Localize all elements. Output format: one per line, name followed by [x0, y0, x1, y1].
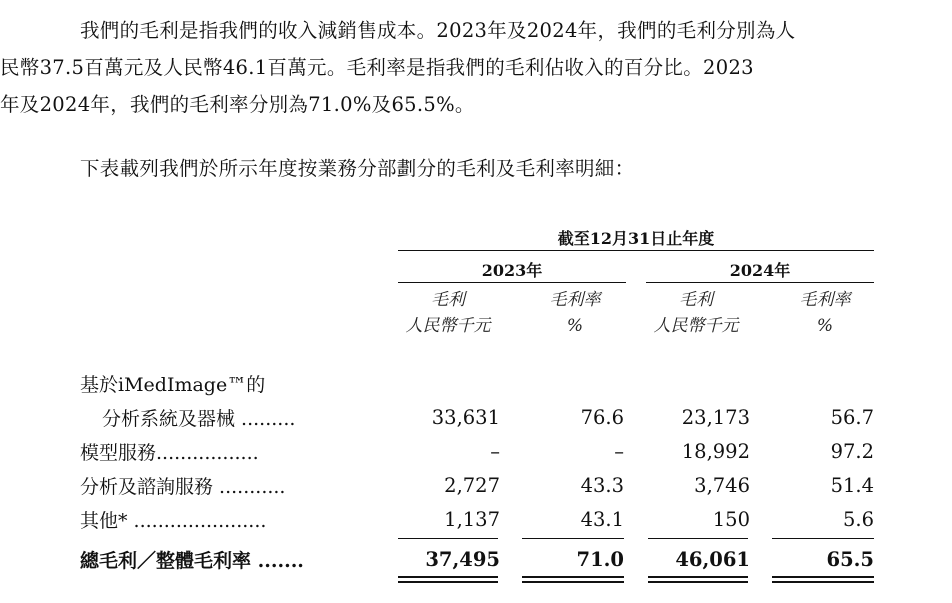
- subtotal-rule: [398, 538, 498, 539]
- row-label-line1: 基於iMedImage™的: [80, 374, 266, 396]
- period-header-rule: [398, 250, 874, 251]
- year-2023-header: 2023年: [481, 261, 543, 280]
- total-double-rule: [648, 576, 748, 583]
- cell-gp-2023: 2,727: [444, 474, 500, 497]
- cell-gp-2023: –: [490, 440, 500, 463]
- total-double-rule: [398, 576, 498, 583]
- subtotal-rule: [648, 538, 748, 539]
- cell-gm-2023: 76.6: [580, 406, 624, 429]
- cell-gp-2024: 3,746: [694, 474, 750, 497]
- intro-paragraph: [0, 12, 880, 123]
- year-2024-rule: [646, 282, 874, 283]
- row-label: 分析及諮詢服務 ...........: [80, 476, 286, 498]
- intro-line-3: 年及2024年，我們的毛利率分別為71.0%及65.5%。: [0, 93, 475, 116]
- period-header: 截至12月31日止年度: [557, 229, 715, 248]
- total-double-rule: [522, 576, 624, 583]
- cell-gm-2024: 5.6: [842, 508, 874, 531]
- intro-line-2: 民幣37.5百萬元及人民幣46.1百萬元。毛利率是指我們的毛利佔收入的百分比。2023: [0, 56, 754, 79]
- col-gp-2024-header: 毛利 人民幣千元: [653, 290, 739, 336]
- row-label: 分析系統及器械 .........: [102, 408, 296, 430]
- cell-gm-2024: 51.4: [830, 474, 874, 497]
- cell-gp-2024: 18,992: [681, 440, 750, 463]
- subtotal-rule: [522, 538, 624, 539]
- subtotal-rule: [772, 538, 874, 539]
- total-gm-2023: 71.0: [576, 548, 624, 571]
- cell-gm-2023: –: [614, 440, 624, 463]
- cell-gm-2024: 97.2: [830, 440, 874, 463]
- total-gm-2024: 65.5: [826, 548, 874, 571]
- cell-gm-2023: 43.1: [580, 508, 624, 531]
- col-gm-2023-header: 毛利率 %: [549, 290, 601, 336]
- cell-gp-2024: 150: [712, 508, 750, 531]
- total-double-rule: [772, 576, 874, 583]
- cell-gm-2024: 56.7: [830, 406, 874, 429]
- cell-gp-2024: 23,173: [681, 406, 750, 429]
- table-intro-paragraph: 下表載列我們於所示年度按業務分部劃分的毛利及毛利率明細：: [80, 157, 635, 180]
- total-gp-2024: 46,061: [675, 548, 750, 571]
- year-2023-rule: [398, 282, 626, 283]
- col-gp-2023-header: 毛利 人民幣千元: [405, 290, 491, 336]
- cell-gp-2023: 33,631: [431, 406, 500, 429]
- cell-gm-2023: 43.3: [580, 474, 624, 497]
- total-row-label: 總毛利／整體毛利率 .......: [80, 550, 304, 572]
- intro-line-1: 我們的毛利是指我們的收入減銷售成本。2023年及2024年，我們的毛利分別為人: [80, 19, 796, 42]
- col-gm-2024-header: 毛利率 %: [799, 290, 851, 336]
- row-label: 模型服務.................: [80, 442, 259, 464]
- cell-gp-2023: 1,137: [444, 508, 500, 531]
- row-label: 其他* ......................: [80, 510, 267, 532]
- year-2024-header: 2024年: [729, 261, 791, 280]
- total-gp-2023: 37,495: [425, 548, 500, 571]
